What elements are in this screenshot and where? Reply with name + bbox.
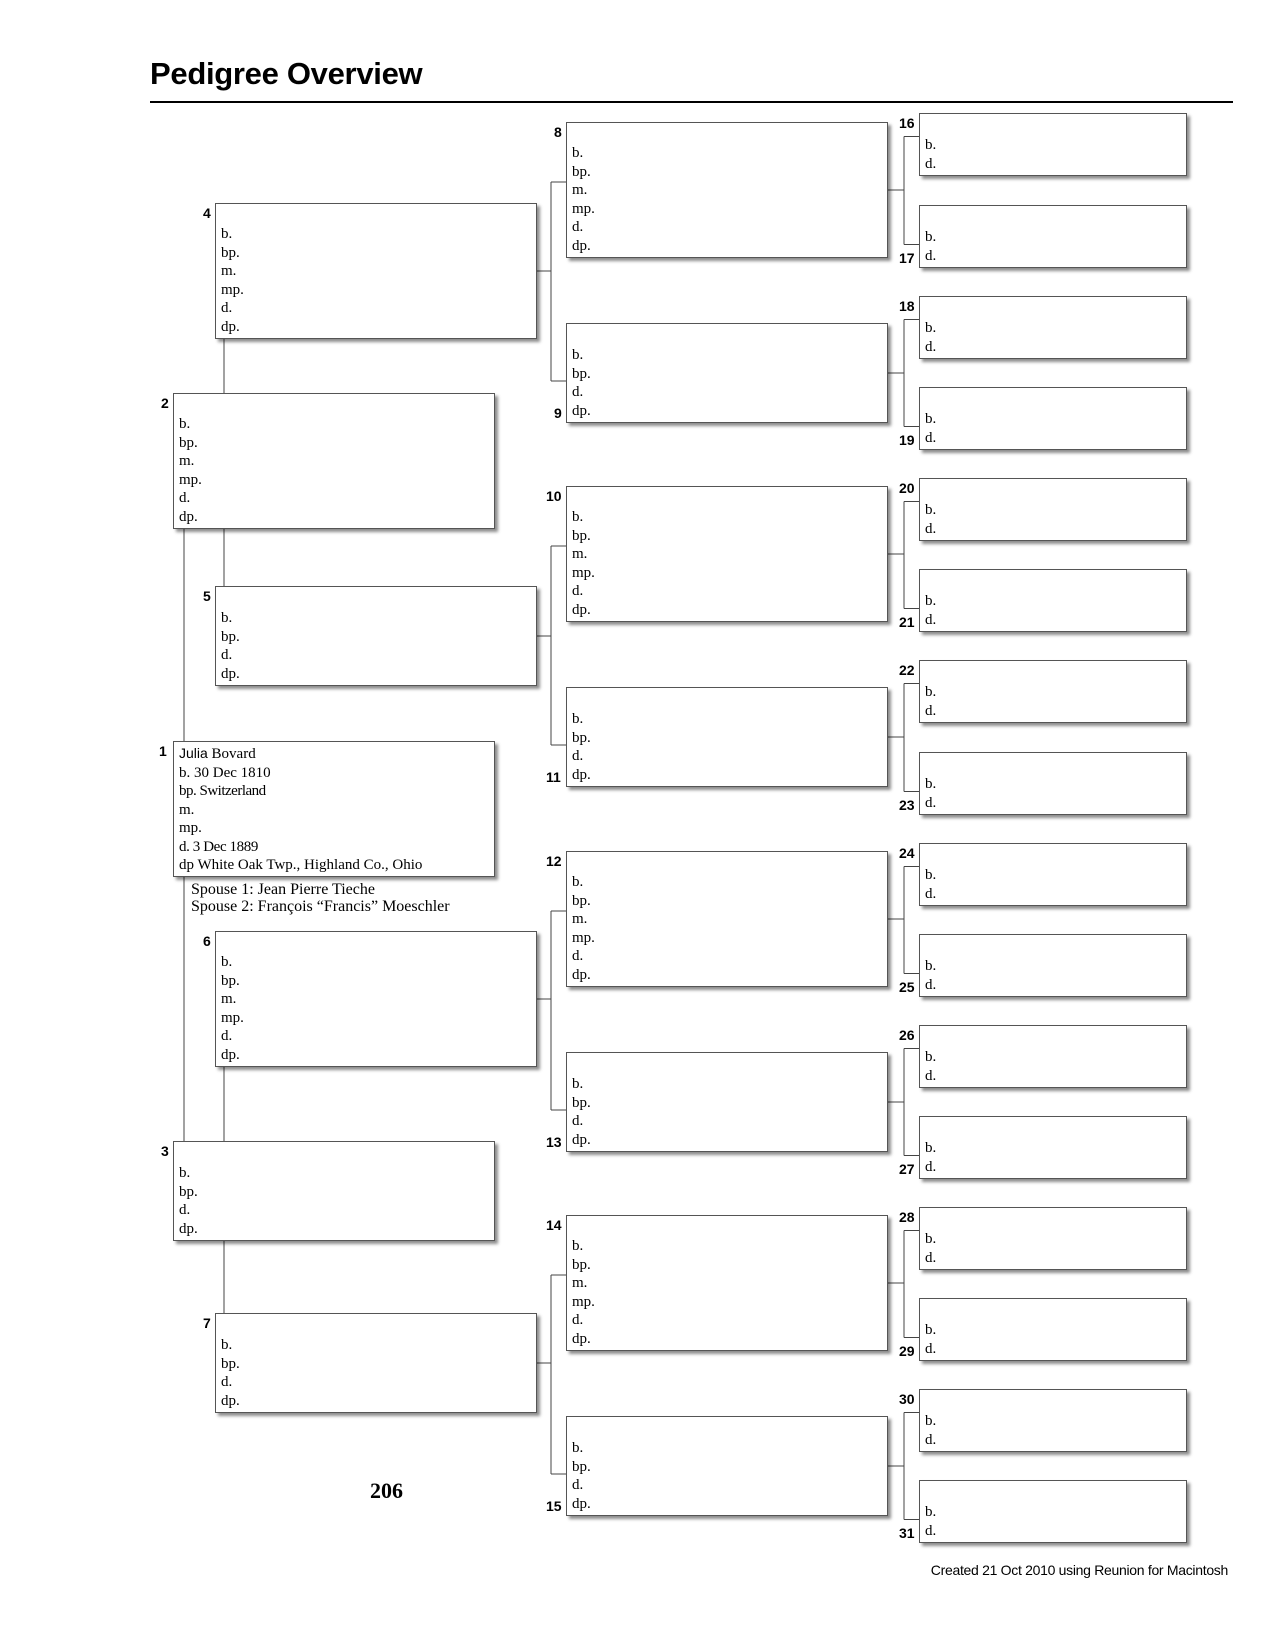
field-line: b.	[925, 867, 937, 883]
person-number-26: 26	[899, 1027, 915, 1043]
person-number-25: 25	[899, 979, 915, 995]
field-line: b.	[572, 1076, 584, 1092]
field-line: bp.	[572, 1256, 591, 1273]
field-line: m.	[221, 263, 237, 279]
field-line: bp.	[221, 972, 240, 989]
subject-death-place: White Oak Twp., Highland Co., Ohio	[197, 857, 423, 873]
field-line: d.	[925, 155, 937, 172]
person-card-12	[566, 851, 888, 987]
field-line: d.	[925, 1340, 937, 1357]
field-line: d.	[221, 300, 233, 316]
field-line: m.	[572, 1275, 588, 1291]
subject-name	[179, 744, 489, 764]
spouse-2: Spouse 2: François “Francis” Moeschler	[191, 898, 450, 915]
field-line: b.	[572, 1238, 584, 1254]
subject-surname: Bovard	[211, 746, 256, 762]
field-line: d.	[925, 520, 937, 537]
person-card-22	[919, 660, 1187, 723]
field-line: d.	[572, 1113, 584, 1129]
person-card-14	[566, 1215, 888, 1351]
person-card-2	[173, 393, 495, 529]
person-card-3	[173, 1141, 495, 1241]
field-line: b.	[221, 226, 233, 242]
subject-death-place-prefix: dp	[179, 857, 194, 873]
field-line: dp.	[179, 1220, 198, 1237]
field-line: dp.	[572, 237, 591, 254]
field-line: b.	[925, 1413, 937, 1429]
person-card-20	[919, 478, 1187, 541]
field-line: mp.	[572, 564, 595, 581]
field-line: bp.	[572, 365, 591, 382]
field-line: mp.	[572, 929, 595, 946]
field-line: m.	[572, 546, 588, 562]
field-line: b.	[221, 1337, 233, 1353]
person-card-23	[919, 752, 1187, 815]
person-number-19: 19	[899, 432, 915, 448]
field-line: d.	[925, 247, 937, 264]
field-line: d.	[572, 219, 584, 235]
field-line: b.	[925, 411, 937, 427]
person-number-15: 15	[546, 1498, 562, 1514]
person-card-5	[215, 586, 537, 686]
person-number-12: 12	[546, 853, 562, 869]
person-number-8: 8	[554, 124, 562, 140]
field-line: d.	[572, 948, 584, 964]
field-line: b.	[925, 502, 937, 518]
field-line: bp.	[572, 163, 591, 180]
field-line: d.	[925, 885, 937, 902]
field-line: bp.	[572, 1458, 591, 1475]
page-number: 206	[370, 1478, 403, 1503]
field-line: mp.	[221, 281, 244, 298]
person-card-15	[566, 1416, 888, 1516]
field-line: d.	[221, 1028, 233, 1044]
field-line: mp.	[572, 200, 595, 217]
person-number-24: 24	[899, 845, 915, 861]
field-line: b.	[572, 347, 584, 363]
person-number-16: 16	[899, 115, 915, 131]
field-line: b.	[925, 1231, 937, 1247]
person-card-9	[566, 323, 888, 423]
field-line: d.	[925, 1431, 937, 1448]
field-line: b.	[179, 1165, 191, 1181]
field-line: d.	[925, 1067, 937, 1084]
field-line: m.	[221, 991, 237, 1007]
person-number-5: 5	[203, 588, 211, 604]
field-line: d.	[925, 1249, 937, 1266]
field-line: mp.	[221, 1009, 244, 1026]
person-number-14: 14	[546, 1217, 562, 1233]
footer-note: Created 21 Oct 2010 using Reunion for Macintosh	[930, 1562, 1228, 1578]
field-line: b.	[925, 593, 937, 609]
field-line: d.	[572, 1477, 584, 1493]
field-line: dp.	[221, 665, 240, 682]
field-line: bp.	[572, 1094, 591, 1111]
field-line: mp.	[572, 1293, 595, 1310]
person-card-4	[215, 203, 537, 339]
field-line: b.	[572, 874, 584, 890]
person-number-11: 11	[546, 769, 561, 785]
field-line: b.	[925, 684, 937, 700]
field-line: d.	[221, 647, 233, 663]
person-number-13: 13	[546, 1134, 562, 1150]
person-number-21: 21	[899, 614, 915, 630]
field-line: d.	[221, 1374, 233, 1390]
field-line: bp.	[572, 729, 591, 746]
field-line: dp.	[572, 1330, 591, 1347]
spouse-1: Spouse 1: Jean Pierre Tieche	[191, 881, 375, 898]
field-line: d.	[925, 611, 937, 628]
person-card-26	[919, 1025, 1187, 1088]
person-number-9: 9	[554, 405, 562, 421]
field-line: b.	[925, 320, 937, 336]
field-line: d.	[925, 976, 937, 993]
field-line: bp.	[572, 892, 591, 909]
field-line: d.	[925, 702, 937, 719]
person-card-8	[566, 122, 888, 258]
subject-marriage: m.	[179, 801, 195, 818]
person-number-22: 22	[899, 662, 915, 678]
subject-birth-place: bp. Switzerland	[179, 783, 266, 799]
person-card-13	[566, 1052, 888, 1152]
person-card-24	[919, 843, 1187, 906]
person-card-16	[919, 113, 1187, 176]
field-line: b.	[572, 711, 584, 727]
person-card-6	[215, 931, 537, 1067]
field-line: bp.	[179, 434, 198, 451]
field-line: dp.	[572, 766, 591, 783]
person-card-1	[173, 741, 495, 877]
field-line: bp.	[179, 1183, 198, 1200]
field-line: m.	[179, 453, 195, 469]
person-card-7	[215, 1313, 537, 1413]
field-line: d.	[572, 748, 584, 764]
subject-marriage-place: mp.	[179, 820, 202, 836]
field-line: b.	[179, 416, 191, 432]
field-line: dp.	[179, 508, 198, 525]
person-card-17	[919, 205, 1187, 268]
field-line: b.	[572, 145, 584, 161]
person-number-28: 28	[899, 1209, 915, 1225]
field-line: bp.	[221, 244, 240, 261]
field-line: dp.	[221, 318, 240, 335]
field-line: b.	[925, 1322, 937, 1338]
field-line: dp.	[572, 1131, 591, 1148]
field-line: b.	[925, 229, 937, 245]
person-number-30: 30	[899, 1391, 915, 1407]
person-number-1: 1	[159, 743, 167, 759]
person-card-10	[566, 486, 888, 622]
person-number-6: 6	[203, 933, 211, 949]
field-line: dp.	[572, 1495, 591, 1512]
field-line: d.	[179, 490, 191, 506]
field-line: dp.	[572, 402, 591, 419]
field-line: d.	[925, 338, 937, 355]
person-card-31	[919, 1480, 1187, 1543]
field-line: bp.	[572, 527, 591, 544]
field-line: b.	[925, 137, 937, 153]
subject-given-name: Julia	[179, 745, 208, 761]
person-number-20: 20	[899, 480, 915, 496]
subject-death-place-line	[179, 856, 489, 875]
person-card-11	[566, 687, 888, 787]
person-card-30	[919, 1389, 1187, 1452]
field-line: m.	[572, 911, 588, 927]
person-number-3: 3	[161, 1143, 169, 1159]
field-line: b.	[925, 1049, 937, 1065]
field-line: d.	[572, 384, 584, 400]
field-line: dp.	[572, 966, 591, 983]
person-number-27: 27	[899, 1161, 915, 1177]
person-card-29	[919, 1298, 1187, 1361]
field-line: dp.	[572, 601, 591, 618]
field-line: b.	[221, 610, 233, 626]
page-title: Pedigree Overview	[150, 56, 423, 91]
person-card-19	[919, 387, 1187, 450]
field-line: d.	[925, 794, 937, 811]
person-number-7: 7	[203, 1315, 211, 1331]
field-line: d.	[925, 1158, 937, 1175]
field-line: b.	[925, 1504, 937, 1520]
person-card-21	[919, 569, 1187, 632]
field-line: b.	[572, 509, 584, 525]
field-line: b.	[572, 1440, 584, 1456]
person-number-23: 23	[899, 797, 915, 813]
person-number-29: 29	[899, 1343, 915, 1359]
person-number-10: 10	[546, 488, 562, 504]
person-number-31: 31	[899, 1525, 915, 1541]
field-line: bp.	[221, 1355, 240, 1372]
field-line: dp.	[221, 1392, 240, 1409]
field-line: b.	[925, 958, 937, 974]
field-line: d.	[572, 1312, 584, 1328]
field-line: d.	[179, 1202, 191, 1218]
field-line: b.	[221, 954, 233, 970]
field-line: b.	[925, 776, 937, 792]
field-line: m.	[572, 182, 588, 198]
field-line: dp.	[221, 1046, 240, 1063]
subject-death: d. 3 Dec 1889	[179, 838, 258, 855]
person-number-17: 17	[899, 250, 915, 266]
field-line: d.	[925, 429, 937, 446]
person-card-18	[919, 296, 1187, 359]
field-line: mp.	[179, 471, 202, 488]
person-card-27	[919, 1116, 1187, 1179]
person-number-2: 2	[161, 395, 169, 411]
person-number-18: 18	[899, 298, 915, 314]
field-line: d.	[572, 583, 584, 599]
subject-birth: b. 30 Dec 1810	[179, 764, 271, 781]
person-card-25	[919, 934, 1187, 997]
person-number-4: 4	[203, 205, 211, 221]
field-line: bp.	[221, 628, 240, 645]
field-line: b.	[925, 1140, 937, 1156]
person-card-28	[919, 1207, 1187, 1270]
field-line: d.	[925, 1522, 937, 1539]
